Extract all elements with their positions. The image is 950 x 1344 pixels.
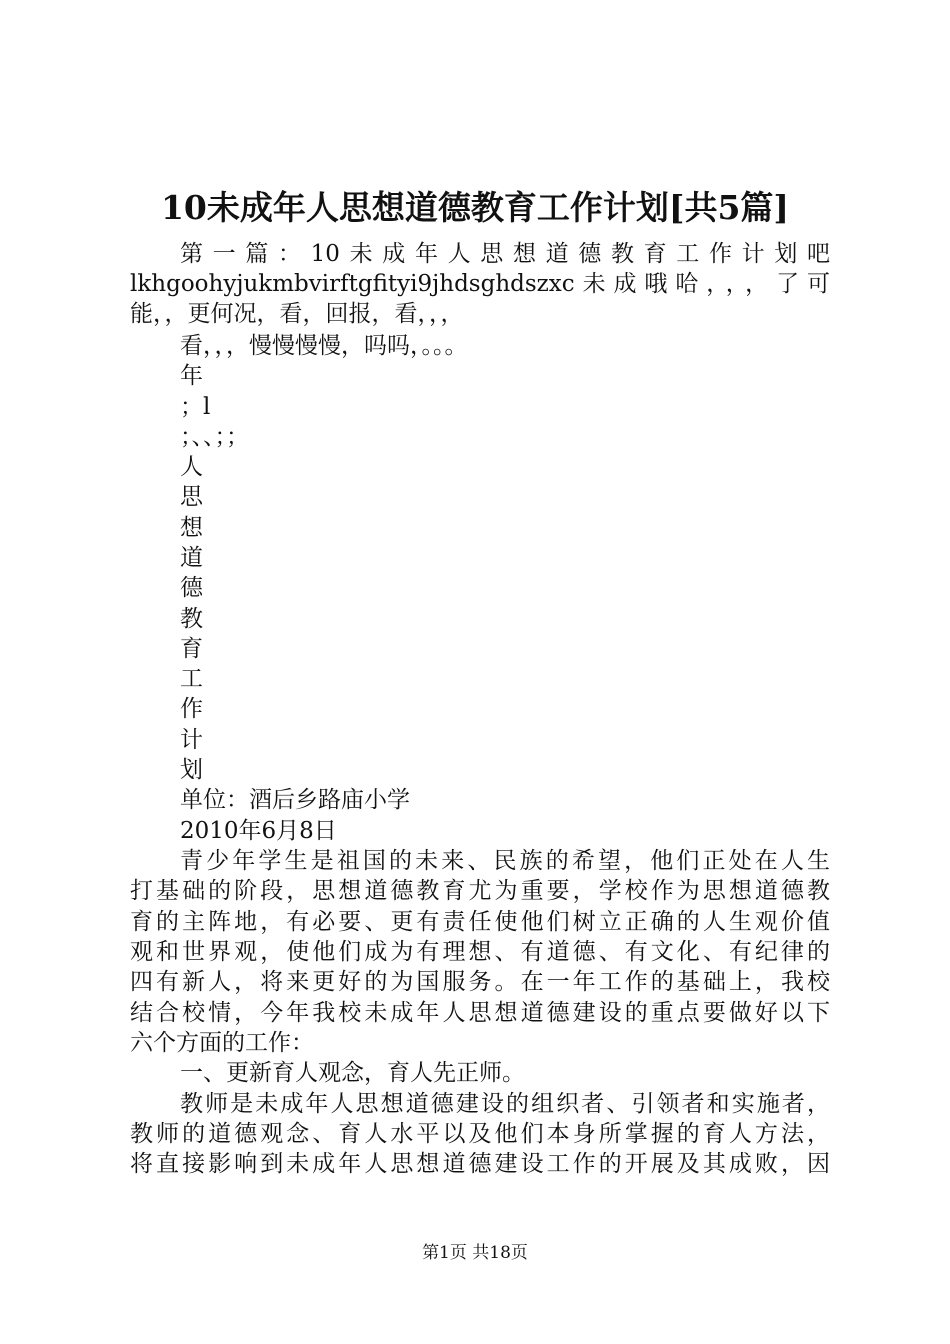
vertical-char: 作 (180, 696, 203, 722)
text-line: 能，，更何况，看，回报，看，，， (130, 301, 464, 327)
paragraph-line: 将直接影响到未成年人思想道德建设工作的开展及其成败，因 (130, 1151, 830, 1177)
paragraph-line: 教师是未成年人思想道德建设的组织者、引领者和实施者， (180, 1091, 830, 1117)
text-line: ；l (180, 394, 211, 420)
paragraph-line: 结合校情，今年我校未成年人思想道德建设的重点要做好以下 (130, 1000, 830, 1026)
text-line: 看，，，慢慢慢慢，吗吗，。。。 (180, 333, 468, 359)
vertical-char: 育 (180, 636, 203, 662)
text-line: ；、、；； (180, 424, 249, 450)
vertical-char: 工 (180, 666, 203, 692)
vertical-char: 教 (180, 606, 203, 632)
vertical-char: 划 (180, 757, 203, 783)
date-line: 2010年6月8日 (180, 818, 337, 844)
vertical-char: 思 (180, 484, 203, 510)
paragraph-line: 育的主阵地，有必要、更有责任使他们树立正确的人生观价值 (130, 909, 830, 935)
document-title: 10未成年人思想道德教育工作计划[共5篇] (160, 188, 790, 227)
paragraph-line: 六个方面的工作： (130, 1030, 314, 1056)
paragraph-line: 观和世界观，使他们成为有理想、有道德、有文化、有纪律的 (130, 939, 830, 965)
unit-line: 单位：酒后乡路庙小学 (180, 787, 410, 813)
vertical-char: 人 (180, 454, 203, 480)
paragraph-line: 打基础的阶段，思想道德教育尤为重要，学校作为思想道德教 (130, 878, 830, 904)
vertical-char: 想 (180, 515, 203, 541)
text-line: 年 (180, 363, 203, 389)
paragraph-line: 教师的道德观念、育人水平以及他们本身所掌握的育人方法， (130, 1121, 830, 1147)
section-heading: 一、更新育人观念，育人先正师。 (180, 1060, 525, 1086)
text-line: lkhgoohyjukmbvirftgfityi9jhdsghdszxc未成哦哈，，，了可 (130, 271, 830, 297)
paragraph-line: 四有新人，将来更好的为国服务。在一年工作的基础上，我校 (130, 969, 830, 995)
page-footer: 第1页 共18页 (422, 1243, 528, 1263)
vertical-char: 道 (180, 545, 203, 571)
paragraph-line: 青少年学生是祖国的未来、民族的希望，他们正处在人生 (180, 848, 830, 874)
vertical-char: 德 (180, 575, 203, 601)
section-heading: 第一篇：10未成年人思想道德教育工作计划吧 (180, 241, 830, 267)
vertical-char: 计 (180, 727, 203, 753)
